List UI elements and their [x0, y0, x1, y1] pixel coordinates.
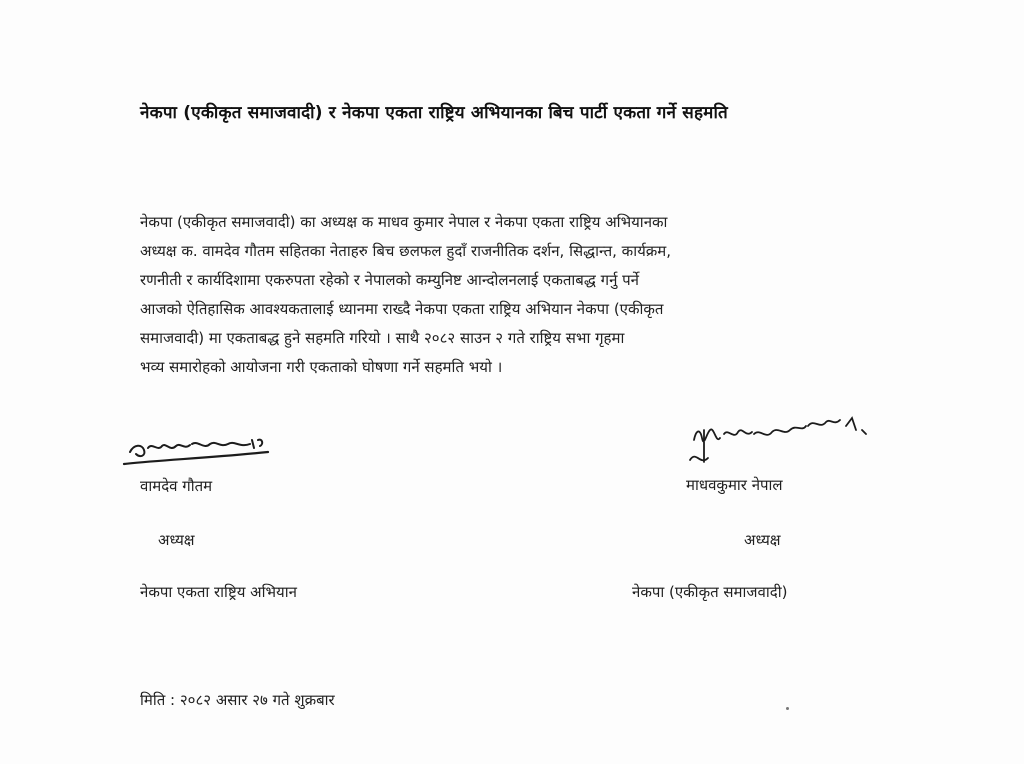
scan-speck — [786, 707, 789, 710]
agreement-body — [140, 208, 840, 382]
signatory-right — [620, 400, 920, 601]
signatory-left-role: अध्यक्ष — [158, 531, 195, 549]
signatory-right-role: अध्यक्ष — [744, 531, 781, 549]
signatory-right-organization: नेकपा (एकीकृत समाजवादी) — [632, 583, 788, 601]
body-line: नेकपा (एकीकृत समाजवादी) का अध्यक्ष क माधव कुमार नेपाल र नेकपा एकता राष्ट्रिय अभियानका — [140, 213, 668, 231]
body-line: समाजवादी) मा एकताबद्ध हुने सहमति गरियो । साथै २०८२ साउन २ गते राष्ट्रिय सभा गृहमा — [140, 329, 625, 347]
body-line: रणनीती र कार्यदिशामा एकरुपता रहेको र नेपालको कम्युनिष्ट आन्दोलनलाई एकताबद्ध गर्नु पर्ने — [140, 271, 640, 289]
document-date: मिति : २०८२ असार २७ गते शुक्रबार — [140, 691, 335, 709]
document-title: नेकपा (एकीकृत समाजवादी) र नेकपा एकता राष्ट्रिय अभियानका बिच पार्टी एकता गर्ने सहमति — [140, 103, 728, 123]
signatory-right-name: माधवकुमार नेपाल — [686, 476, 783, 494]
signatory-left-name: वामदेव गौतम — [140, 477, 213, 495]
signatory-left — [100, 430, 420, 601]
signature-right — [620, 400, 900, 475]
body-line: अध्यक्ष क. वामदेव गौतम सहितका नेताहरु बिच छलफल हुदाँ राजनीतिक दर्शन, सिद्धान्त, कार्यक्रम, — [140, 242, 672, 260]
signatory-left-organization: नेकपा एकता राष्ट्रिय अभियान — [140, 583, 297, 601]
signature-left — [100, 430, 280, 480]
body-line: भव्य समारोहको आयोजना गरी एकताको घोषणा गर्ने सहमति भयो । — [140, 358, 503, 376]
body-line: आजको ऐतिहासिक आवश्यकतालाई ध्यानमा राख्दै नेकपा एकता राष्ट्रिय अभियान नेकपा (एकीकृत — [140, 300, 664, 318]
